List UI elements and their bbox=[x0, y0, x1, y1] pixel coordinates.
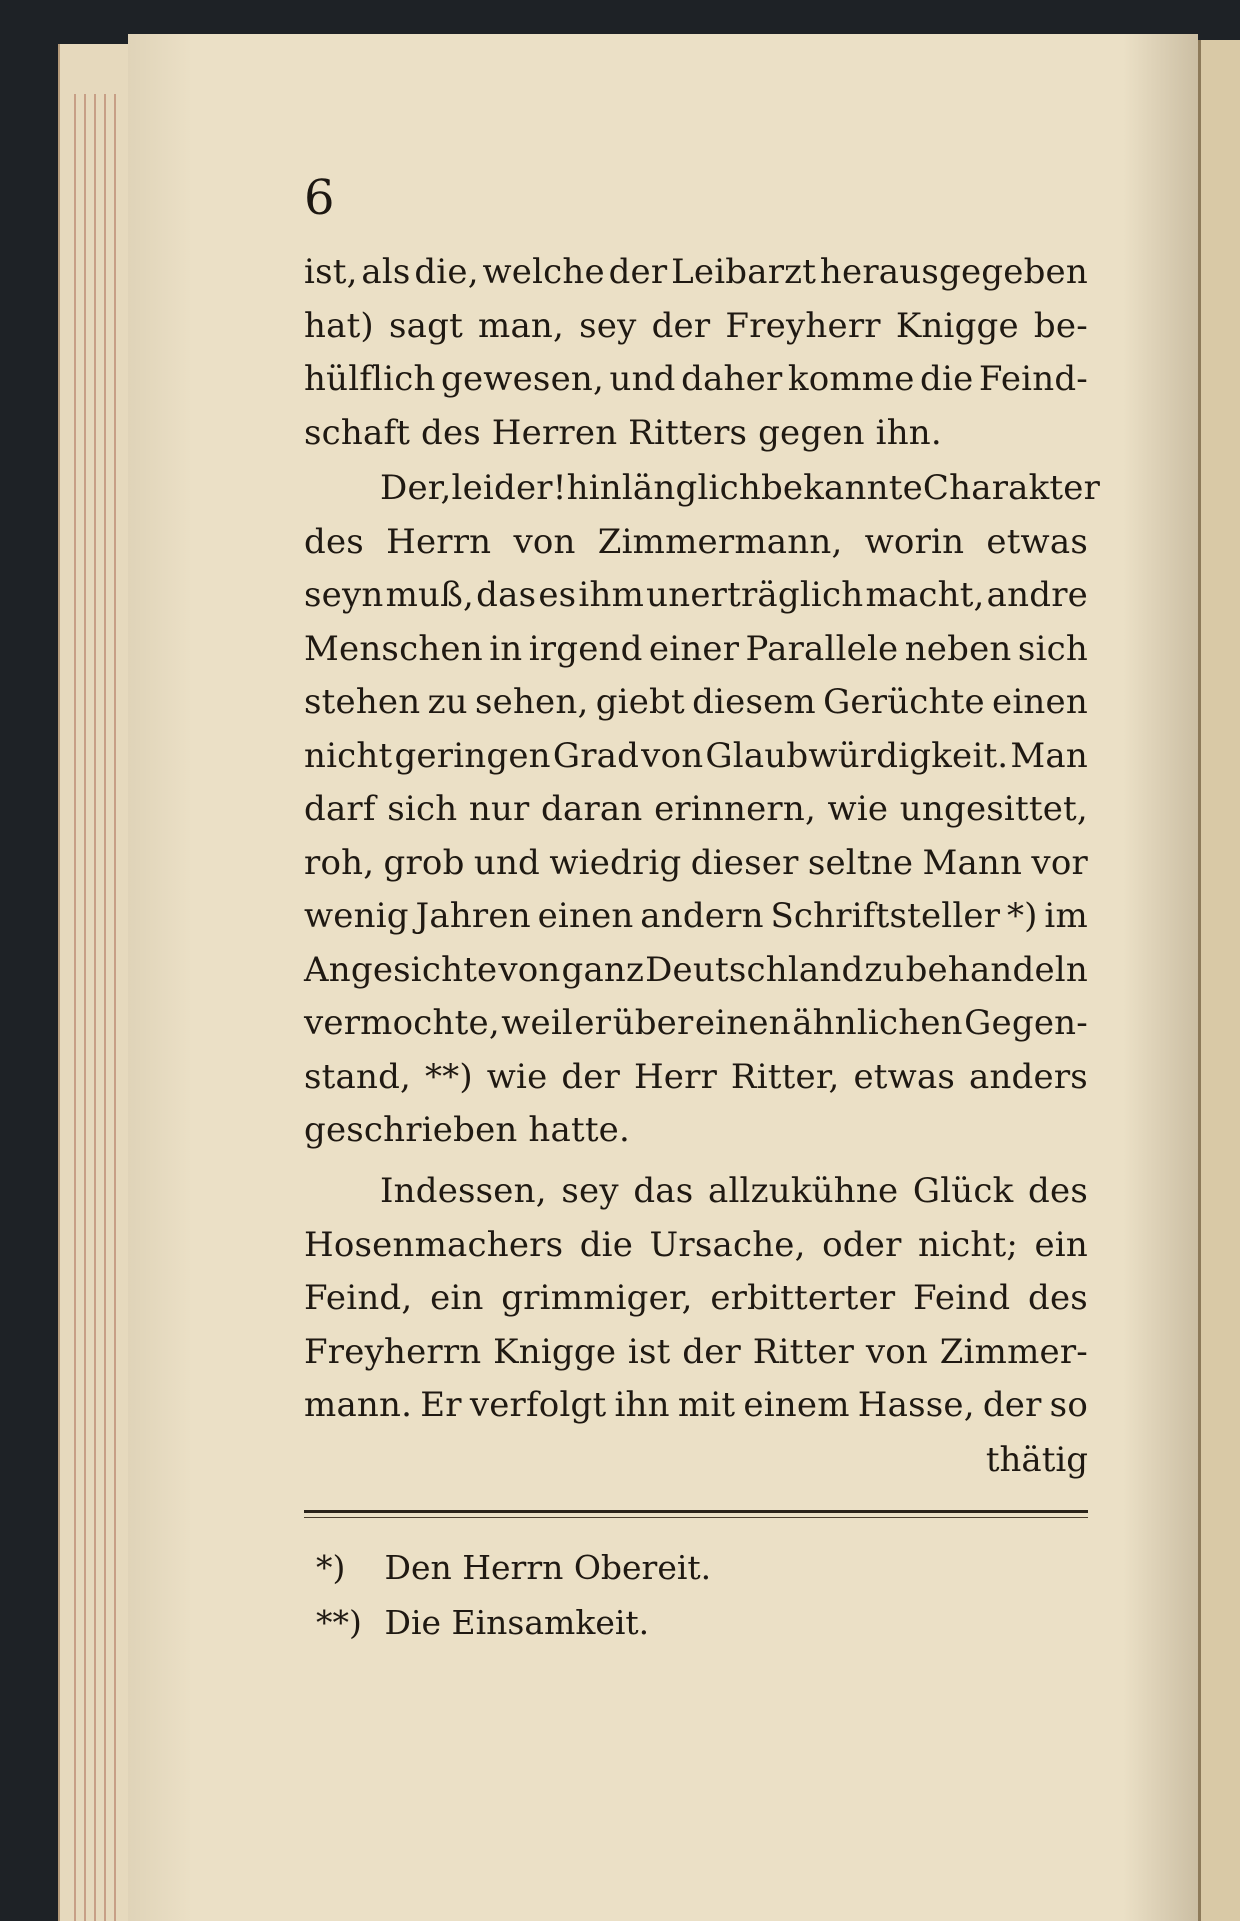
word: hatte. bbox=[528, 1110, 631, 1150]
word: herausgegeben bbox=[819, 252, 1088, 292]
word: von bbox=[865, 1331, 929, 1372]
word: Angesichte bbox=[304, 949, 498, 990]
word: wenig bbox=[304, 896, 409, 936]
word: Glück bbox=[912, 1171, 1014, 1211]
word: und bbox=[609, 359, 676, 399]
word: hülflich bbox=[304, 359, 436, 399]
word: sagt bbox=[388, 305, 463, 346]
footnote-text: Die Einsamkeit. bbox=[384, 1603, 650, 1642]
word: etwas bbox=[986, 521, 1088, 562]
word: er bbox=[574, 1003, 612, 1043]
word: die bbox=[920, 359, 974, 399]
word: dieser bbox=[690, 842, 799, 883]
word: vermochte, bbox=[304, 1003, 500, 1043]
text-line bbox=[304, 516, 1088, 570]
word: das bbox=[476, 575, 537, 615]
text-line bbox=[304, 1051, 1088, 1105]
word: erinnern, bbox=[654, 789, 816, 829]
word: Ritters bbox=[628, 412, 748, 453]
word: sich bbox=[387, 789, 458, 829]
word: Herren bbox=[491, 412, 618, 453]
word: bekannte bbox=[760, 468, 923, 508]
word: einer bbox=[648, 628, 740, 669]
word: seyn bbox=[304, 575, 384, 615]
word: des bbox=[1028, 1278, 1088, 1318]
word: ganz bbox=[561, 949, 645, 990]
text-line bbox=[304, 569, 1088, 623]
word: grimmiger, bbox=[501, 1278, 693, 1318]
word: **) bbox=[424, 1056, 473, 1097]
word: verfolgt bbox=[469, 1385, 607, 1425]
word: welche bbox=[482, 252, 605, 292]
word: behandeln bbox=[905, 949, 1088, 990]
text-line bbox=[304, 944, 1088, 998]
word: einen bbox=[694, 1003, 791, 1043]
text-line bbox=[304, 676, 1088, 730]
paragraph-1 bbox=[304, 246, 1088, 460]
page-edge bbox=[74, 94, 76, 1921]
word: oder bbox=[822, 1224, 902, 1265]
word: der bbox=[608, 252, 668, 292]
word: einem bbox=[743, 1385, 850, 1425]
catchword: thätig bbox=[985, 1440, 1088, 1480]
word: Leibarzt bbox=[671, 252, 817, 292]
word: seltne bbox=[807, 842, 914, 883]
word: vor bbox=[1031, 842, 1088, 883]
text-line bbox=[304, 462, 1101, 516]
word: der bbox=[561, 1056, 621, 1097]
word: neben bbox=[904, 628, 1012, 669]
footnote-mark: **) bbox=[316, 1603, 362, 1642]
word: und bbox=[473, 842, 541, 883]
page-edge bbox=[84, 94, 86, 1921]
text-line bbox=[304, 837, 1088, 891]
word: Knigge bbox=[493, 1331, 617, 1372]
word: wiedrig bbox=[549, 842, 682, 883]
word: Mann bbox=[922, 842, 1023, 883]
word: Schriftsteller bbox=[770, 896, 1001, 936]
word: des bbox=[304, 521, 364, 562]
word: unerträglich bbox=[646, 575, 864, 615]
footnote-2 bbox=[316, 1595, 711, 1650]
word: irgend bbox=[528, 628, 643, 669]
word: weil bbox=[501, 1003, 574, 1043]
word: Herrn bbox=[386, 521, 492, 562]
word: sehen, bbox=[474, 682, 589, 722]
word: roh, bbox=[304, 842, 375, 883]
word: von bbox=[641, 735, 704, 776]
word: der bbox=[682, 1331, 741, 1372]
paragraph-2 bbox=[304, 462, 1101, 1158]
word: Hasse, bbox=[857, 1385, 975, 1425]
word: ihm bbox=[578, 575, 645, 615]
text-line bbox=[304, 997, 1088, 1051]
word: als bbox=[361, 252, 411, 292]
word: Freyherr bbox=[725, 305, 881, 346]
word: sey bbox=[579, 305, 637, 346]
word: daher bbox=[681, 359, 783, 399]
text-line bbox=[304, 783, 1088, 837]
word: mit bbox=[677, 1385, 736, 1425]
word: in bbox=[489, 628, 523, 669]
page-edge bbox=[94, 94, 96, 1921]
word: Zimmer- bbox=[939, 1331, 1088, 1372]
word: giebt bbox=[595, 682, 685, 722]
text-line bbox=[304, 1326, 1088, 1380]
word: Ritter, bbox=[730, 1056, 840, 1097]
text-line bbox=[304, 890, 1088, 944]
word: Deutschland bbox=[645, 949, 864, 990]
word: ungesittet, bbox=[899, 789, 1088, 829]
paragraph-3 bbox=[304, 1165, 1088, 1433]
word: Grad bbox=[552, 735, 640, 776]
word: Menschen bbox=[304, 628, 483, 669]
word: einen bbox=[537, 896, 634, 936]
word: Charakter bbox=[922, 468, 1101, 508]
word: ein bbox=[430, 1278, 484, 1318]
word: Glaubwürdigkeit. bbox=[705, 735, 1009, 776]
word: hat) bbox=[304, 305, 374, 346]
word: *) bbox=[1006, 896, 1038, 936]
word: gewesen, bbox=[441, 359, 604, 399]
word: im bbox=[1044, 896, 1088, 936]
word: worin bbox=[864, 521, 965, 562]
word: Ursache, bbox=[649, 1224, 806, 1265]
text-line bbox=[304, 353, 1088, 407]
word: die, bbox=[414, 252, 479, 292]
word: Feind, bbox=[304, 1278, 413, 1318]
word: nicht bbox=[304, 735, 393, 776]
word: leider! bbox=[451, 468, 567, 508]
word: Feind bbox=[912, 1278, 1011, 1318]
word: Gerüchte bbox=[823, 682, 985, 722]
word: Parallele bbox=[745, 628, 899, 669]
text-line bbox=[304, 1104, 1088, 1158]
text-line bbox=[304, 1272, 1088, 1326]
word: andern bbox=[640, 896, 764, 936]
word: grob bbox=[383, 842, 465, 883]
footnote-1 bbox=[316, 1540, 711, 1595]
word: Herr bbox=[633, 1056, 718, 1097]
word: hinlänglich bbox=[566, 468, 761, 508]
footnote-rule bbox=[304, 1510, 1088, 1513]
text-line bbox=[304, 623, 1088, 677]
word: des bbox=[1028, 1171, 1088, 1211]
word: Freyherrn bbox=[304, 1331, 482, 1372]
word: macht, bbox=[865, 575, 985, 615]
word: das bbox=[633, 1171, 694, 1211]
word: Er bbox=[420, 1385, 462, 1425]
word: nur bbox=[468, 789, 530, 829]
text-line bbox=[304, 1379, 1088, 1433]
word: sich bbox=[1017, 628, 1088, 669]
word: daran bbox=[541, 789, 643, 829]
word: andre bbox=[986, 575, 1088, 615]
text-line bbox=[304, 1165, 1088, 1219]
word: ein bbox=[1034, 1224, 1088, 1265]
word: diesem bbox=[692, 682, 816, 722]
word: Zimmermann, bbox=[597, 521, 843, 562]
word: ähnlichen bbox=[792, 1003, 963, 1043]
word: anders bbox=[968, 1056, 1088, 1097]
word: etwas bbox=[853, 1056, 956, 1097]
word: ihn. bbox=[875, 412, 942, 453]
text-line bbox=[304, 730, 1088, 784]
word: schaft bbox=[304, 412, 411, 453]
word: muß, bbox=[385, 575, 475, 615]
word: einen bbox=[992, 682, 1088, 722]
word: erbitterter bbox=[710, 1278, 896, 1318]
word: Der, bbox=[380, 468, 452, 508]
word: stehen bbox=[304, 682, 421, 722]
word: mann. bbox=[304, 1385, 413, 1425]
footnotes bbox=[316, 1540, 711, 1650]
word: ist, bbox=[304, 252, 358, 292]
word: sey bbox=[561, 1171, 619, 1211]
word: darf bbox=[304, 789, 376, 829]
page-edge bbox=[114, 94, 116, 1921]
word: stand, bbox=[304, 1056, 412, 1097]
word: nicht; bbox=[917, 1224, 1019, 1265]
word: der bbox=[982, 1385, 1042, 1425]
word: wie bbox=[486, 1056, 548, 1097]
word: Knigge bbox=[895, 305, 1019, 346]
footnote-mark: *) bbox=[316, 1548, 346, 1587]
word: der bbox=[651, 305, 711, 346]
word: wie bbox=[827, 789, 889, 829]
word: Indessen, bbox=[380, 1171, 547, 1211]
word: von bbox=[513, 521, 576, 562]
word: ihn bbox=[614, 1385, 670, 1425]
word: Hosenmachers bbox=[304, 1224, 564, 1265]
text-line bbox=[304, 246, 1088, 300]
word: Jahren bbox=[415, 896, 531, 936]
word: be- bbox=[1033, 305, 1088, 346]
word: Gegen- bbox=[964, 1003, 1088, 1043]
word: zu bbox=[427, 682, 468, 722]
word: ist bbox=[627, 1331, 671, 1372]
word: so bbox=[1049, 1385, 1088, 1425]
word: man, bbox=[478, 305, 565, 346]
word: zu bbox=[864, 949, 905, 990]
page-edge bbox=[104, 94, 106, 1921]
word: komme bbox=[787, 359, 915, 399]
word: Feind- bbox=[978, 359, 1088, 399]
footnote-rule-thin bbox=[304, 1517, 1088, 1518]
word: geringen bbox=[394, 735, 551, 776]
word: von bbox=[498, 949, 561, 990]
text-line bbox=[304, 1219, 1088, 1273]
page-number: 6 bbox=[304, 170, 335, 226]
word: gegen bbox=[758, 412, 865, 453]
word: über bbox=[612, 1003, 694, 1043]
text-line bbox=[304, 407, 1088, 461]
word: allzukühne bbox=[708, 1171, 899, 1211]
word: Man bbox=[1010, 735, 1088, 776]
footnote-text: Den Herrn Obereit. bbox=[384, 1548, 712, 1587]
facing-page-edge bbox=[1198, 40, 1240, 1921]
word: geschrieben bbox=[304, 1110, 518, 1150]
text-line bbox=[304, 300, 1088, 354]
word: des bbox=[420, 412, 481, 453]
word: Ritter bbox=[752, 1331, 855, 1372]
word: die bbox=[579, 1224, 634, 1265]
word: es bbox=[538, 575, 577, 615]
